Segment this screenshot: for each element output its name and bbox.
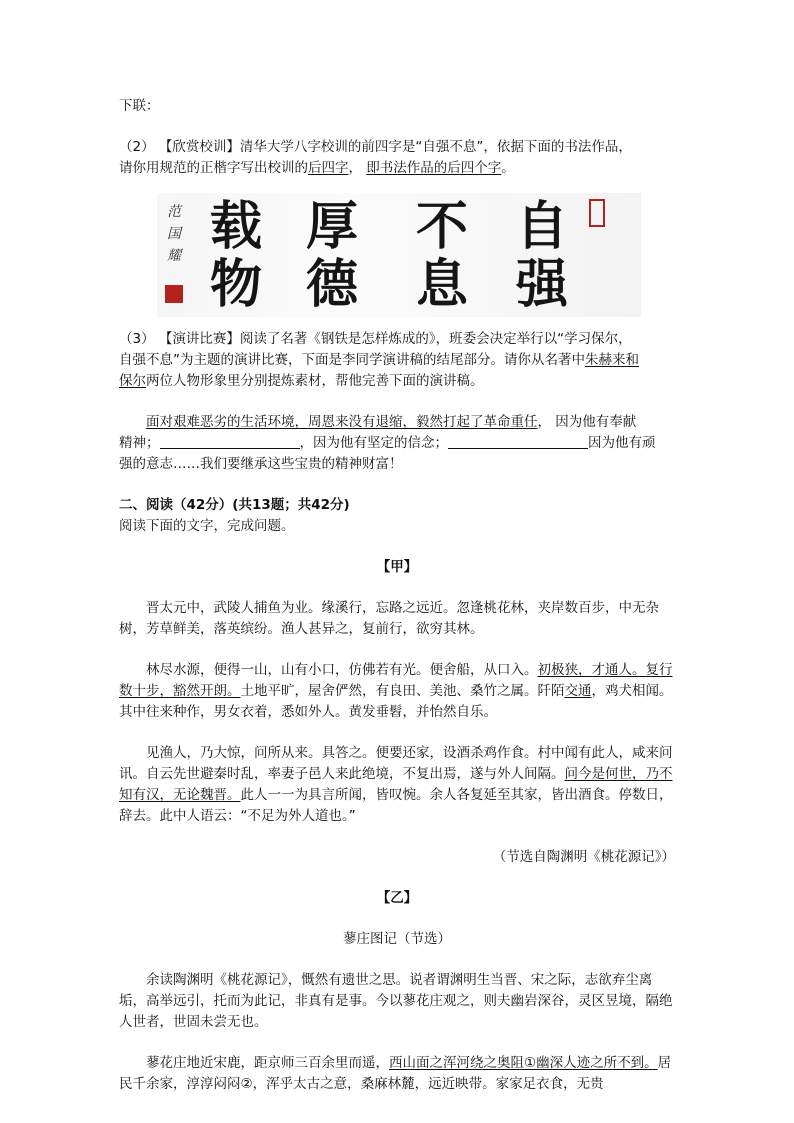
calligraphy-char: 不 xyxy=(415,196,468,257)
question-3 xyxy=(119,329,675,392)
calligraphy-char: 德 xyxy=(305,254,358,315)
jia-p2-underline-1: 初极狭，才通人。 xyxy=(537,662,646,678)
speech-paragraph xyxy=(119,412,675,475)
answer-blank-1[interactable] xyxy=(160,434,300,449)
document-page xyxy=(119,96,675,1095)
calligraphy-char: 厚 xyxy=(305,196,358,257)
yi-paragraph-2 xyxy=(119,1053,675,1095)
yi-p2-underline-2: 到。 xyxy=(630,1055,658,1071)
jia-p3-text-2: 此人一一为具言所闻，皆叹惋。余人各复延至其家，皆出酒食。停数日，辞去。此中人语云：“不足为外人道也。” xyxy=(119,787,673,824)
calligraphy-char: 物 xyxy=(209,254,262,315)
q3-line1: （3） 【演讲比赛】阅读了名著《钢铁是怎样炼成的》，班委会决定举行以“学习保尔， xyxy=(119,331,632,347)
section-2-heading: 二、阅读（42分）(共13题；共42分) xyxy=(119,497,350,513)
calligraphy-char: 载 xyxy=(209,196,262,257)
speech-text-5: 强的意志……我们要继承这些宝贵的精神财富！ xyxy=(119,456,403,472)
jia-p2-text-2: 土地平旷，屋舍俨然，有良田、美池、桑竹之属。阡陌 xyxy=(240,683,565,699)
calligraphy-image xyxy=(157,193,641,317)
question-2 xyxy=(119,137,675,179)
jia-p2-text-3: ， xyxy=(591,683,605,699)
jia-paragraph-2 xyxy=(119,660,675,723)
jia-p2-underline-jiaotong: 交通 xyxy=(564,683,592,699)
speech-underlined-example: 面对艰难恶劣的生活环境，周恩来没有退缩，毅然打起了革命重任 xyxy=(146,414,538,430)
q3-line3: 两位人物形象里分别提炼素材，帮他完善下面的演讲稿。 xyxy=(146,373,484,389)
speech-text-1: ， 因为他有奉献 xyxy=(537,414,637,430)
jia-p3-text-1: 见渔人，乃大惊，问所从来。具答之。便要还家，设酒杀鸡作食。村中闻有此人，咸来问讯。自云先世避秦时乱，率妻子邑人来此绝境，不复出焉，遂与外人间隔。 xyxy=(119,745,673,782)
xialian-label: 下联： xyxy=(119,98,160,114)
jia-p2-text-4: 鸡犬相闻。其中往来种作，男女衣着，悉如外人。黄发垂髫，并怡然自乐。 xyxy=(119,683,673,720)
jia-p2-underline-2: 复行数十步，豁然开朗。 xyxy=(119,662,673,699)
q2-end: 。 xyxy=(501,160,515,176)
calligraphy-signature: 范国耀 xyxy=(167,204,181,264)
yi-p2-text-2: 居民千余家，淳淳闷闷②，浑乎太古之意，桑麻林麓，远近映带。家家足衣食，无贵 xyxy=(119,1055,672,1092)
q3-underline-zhuhelai: 朱赫来和 xyxy=(585,352,639,368)
q2-line2-text: 请你用规范的正楷字写出校训的 xyxy=(119,160,308,176)
yi-essay-title: 蓼庄图记（节选） xyxy=(343,931,451,947)
passage-yi-title: 【乙】 xyxy=(376,890,418,906)
speech-text-4: 因为他有顽 xyxy=(588,435,656,451)
jia-paragraph-1: 晋太元中，武陵人捕鱼为业。缘溪行，忘路之远近。忽逢桃花林，夹岸数百步，中无杂树，芳草鲜美，落英缤纷。渔人甚异之，复前行，欲穷其林。 xyxy=(119,600,659,637)
yi-p2-text-1: 蓼花庄地近宋鹿，距京师三百余里而遥， xyxy=(146,1055,389,1071)
speech-text-3: ，因为他有坚定的信念； xyxy=(299,435,448,451)
q2-underline-hou-sizi: 后四字 xyxy=(308,160,349,176)
section-2-instruction: 阅读下面的文字，完成问题。 xyxy=(119,518,295,534)
calligraphy-char: 自 xyxy=(515,196,568,257)
q2-underline-hint: 即书法作品的后四个字 xyxy=(366,160,502,176)
yi-paragraph-1: 余读陶渊明《桃花源记》，慨然有遗世之思。说者谓渊明生当晋、宋之际，志欲弃尘离垢，高举远引，托而为此记，非真有是事。今以蓼花庄观之，则夫幽岩深谷，灵区昱境，隔绝人世者，世固未尝无也。 xyxy=(119,972,673,1030)
speech-text-2: 精神； xyxy=(119,435,160,451)
jia-paragraph-3 xyxy=(119,743,675,827)
q2-line1: （2） 【欣赏校训】清华大学八字校训的前四字是“自强不息”，依据下面的书法作品， xyxy=(119,139,632,155)
passage-jia-title: 【甲】 xyxy=(376,559,418,575)
jia-p3-underline-2: 世，乃不知有汉，无论魏晋。 xyxy=(119,766,673,803)
answer-blank-2[interactable] xyxy=(448,434,588,449)
jia-source: （节选自陶渊明《桃花源记》） xyxy=(492,849,675,865)
calligraphy-seal-top xyxy=(589,199,605,227)
yi-p2-underline-1: 西山面之浑河绕之奥阻①幽深人迹之所不 xyxy=(389,1055,631,1071)
calligraphy-char: 息 xyxy=(415,254,468,315)
q3-line2: 自强不息”为主题的演讲比赛，下面是李同学演讲稿的结尾部分。请你从名著中 xyxy=(119,352,585,368)
jia-p3-underline-1: 问今是何 xyxy=(564,766,619,782)
calligraphy-char: 强 xyxy=(515,254,568,315)
q2-comma: ， xyxy=(348,160,367,176)
jia-p2-text-1: 林尽水源，便得一山，山有小口，仿佛若有光。便舍船，从口入。 xyxy=(146,662,538,678)
calligraphy-seal-bottom xyxy=(165,285,183,303)
q3-underline-baoer: 保尔 xyxy=(119,373,146,389)
